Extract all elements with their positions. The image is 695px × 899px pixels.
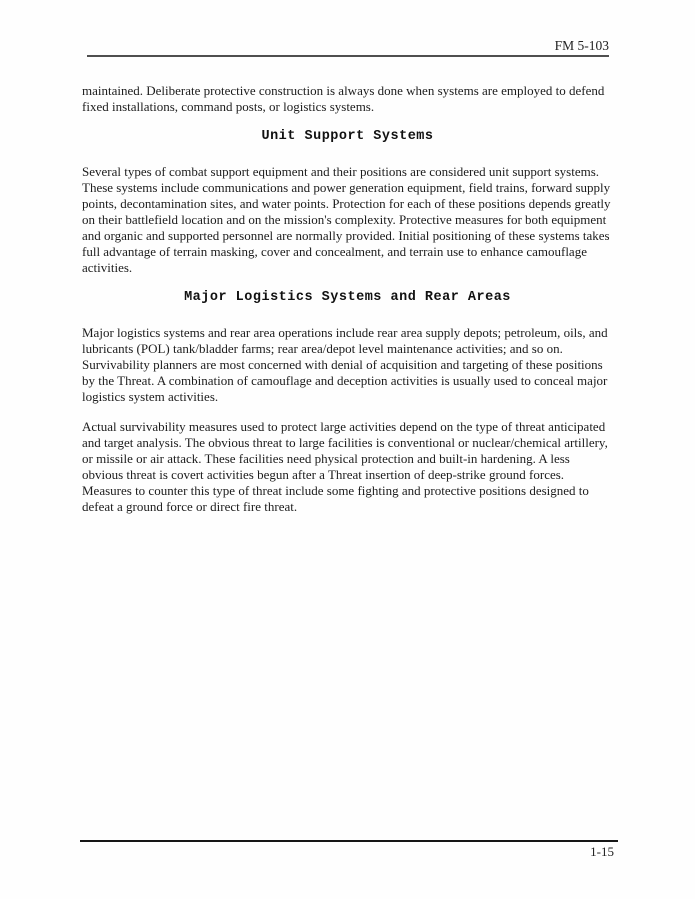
document-reference: FM 5-103 bbox=[554, 38, 609, 53]
continuation-paragraph: maintained. Deliberate protective construction is always done when systems are employed to defend fixed installations, command posts, or logistics systems. bbox=[82, 83, 605, 114]
major-logistics-paragraph-2: Actual survivability measures used to protect large activities depend on the type of threat anticipated and target analysis. The obvious threat to large facilities is conventional or nuclear/chemical artillery, or missile or air attack. These facilities need physical protection and built-in hardening. A less obvious threat is covert activities begun after a Threat insertion of deep-strike ground forces. Measures to counter this type of threat include some fighting and protective positions designed to defeat a ground force or direct fire threat. bbox=[82, 419, 608, 514]
major-logistics-paragraph-1: Major logistics systems and rear area operations include rear area supply depots; petroleum, oils, and lubricants (POL) tank/bladder farms; rear area/depot level maintenance activities; and so on. Survivability planners are most concerned with denial of acquisition and targeting of these positions by the Threat. A combination of camouflage and deception activities is usually used to conceal major logistics system activities. bbox=[82, 325, 608, 404]
section-heading-major-logistics-systems: Major Logistics Systems and Rear Areas bbox=[184, 290, 511, 305]
page-content bbox=[82, 83, 613, 529]
unit-support-systems-paragraph: Several types of combat support equipment and their positions are considered unit support systems. These systems include communications and power generation equipment, field trains, forward supply points, decontamination sites, and water points. Protection for each of these positions depends greatly on their battlefield location and on the mission's complexity. Protective measures for both equipment and organic and supported personnel are normally provided. Initial positioning of these systems takes full advantage of terrain masking, cover and concealment, and terrain use to enhance camouflage activities. bbox=[82, 164, 611, 275]
page-number: 1-15 bbox=[590, 844, 614, 859]
page-footer bbox=[80, 840, 618, 860]
section-heading-unit-support-systems: Unit Support Systems bbox=[261, 129, 434, 144]
page-header bbox=[87, 38, 609, 57]
